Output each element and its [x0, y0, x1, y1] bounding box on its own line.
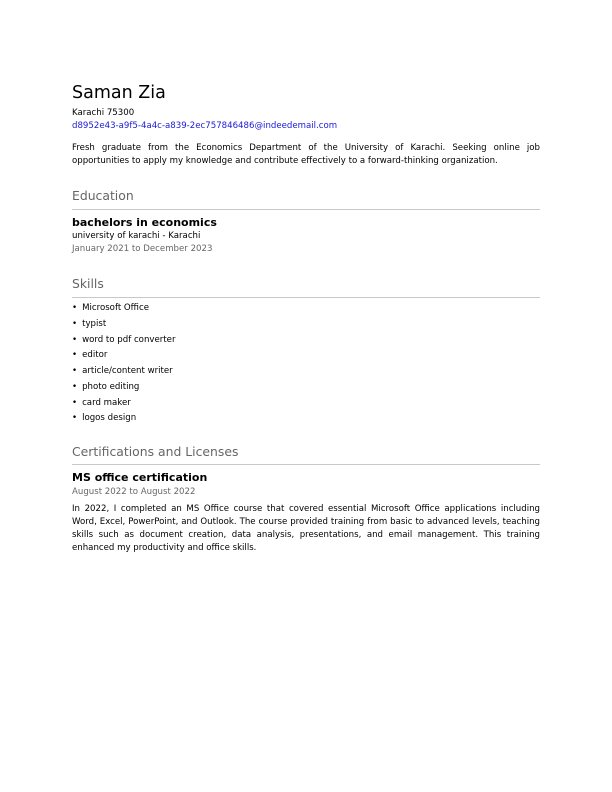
skill-item: • photo editing [72, 380, 540, 396]
skill-item: • card maker [72, 396, 540, 412]
email-link[interactable]: d8952e43-a9f5-4a4c-a839-2ec757846486@indeedemail.com [72, 121, 338, 131]
skills-heading: Skills [72, 276, 104, 291]
candidate-name: Saman Zia [72, 83, 166, 103]
certifications-heading: Certifications and Licenses [72, 444, 239, 459]
education-heading: Education [72, 188, 134, 203]
summary: Fresh graduate from the Economics Department of the University of Karachi. Seeking online job opportunities to apply my knowledge and contribute effectively to a forward-thinking organization. [72, 143, 540, 166]
skill-item: • article/content writer [72, 364, 540, 380]
skill-item: • logos design [72, 411, 540, 427]
skill-item: • Microsoft Office [72, 301, 540, 317]
certification-description: In 2022, I completed an MS Office course that covered essential Microsoft Office applications including Word, Excel, PowerPoint, and Outlook. The course provided training from basic to advanced levels, teaching skills such as document creation, data analysis, presentations, and email management. This training enhanced my productivity and office skills. [72, 504, 540, 553]
skills-list [72, 301, 540, 427]
divider [72, 464, 540, 465]
school: university of karachi - Karachi [72, 231, 201, 241]
certification-dates: August 2022 to August 2022 [72, 487, 196, 497]
education-dates: January 2021 to December 2023 [72, 244, 213, 254]
skill-item: • typist [72, 317, 540, 333]
skill-item: • editor [72, 348, 540, 364]
skill-item: • word to pdf converter [72, 333, 540, 349]
location: Karachi 75300 [72, 108, 135, 118]
divider [72, 209, 540, 210]
certification-title: MS office certification [72, 471, 208, 484]
degree-title: bachelors in economics [72, 216, 217, 229]
divider [72, 297, 540, 298]
